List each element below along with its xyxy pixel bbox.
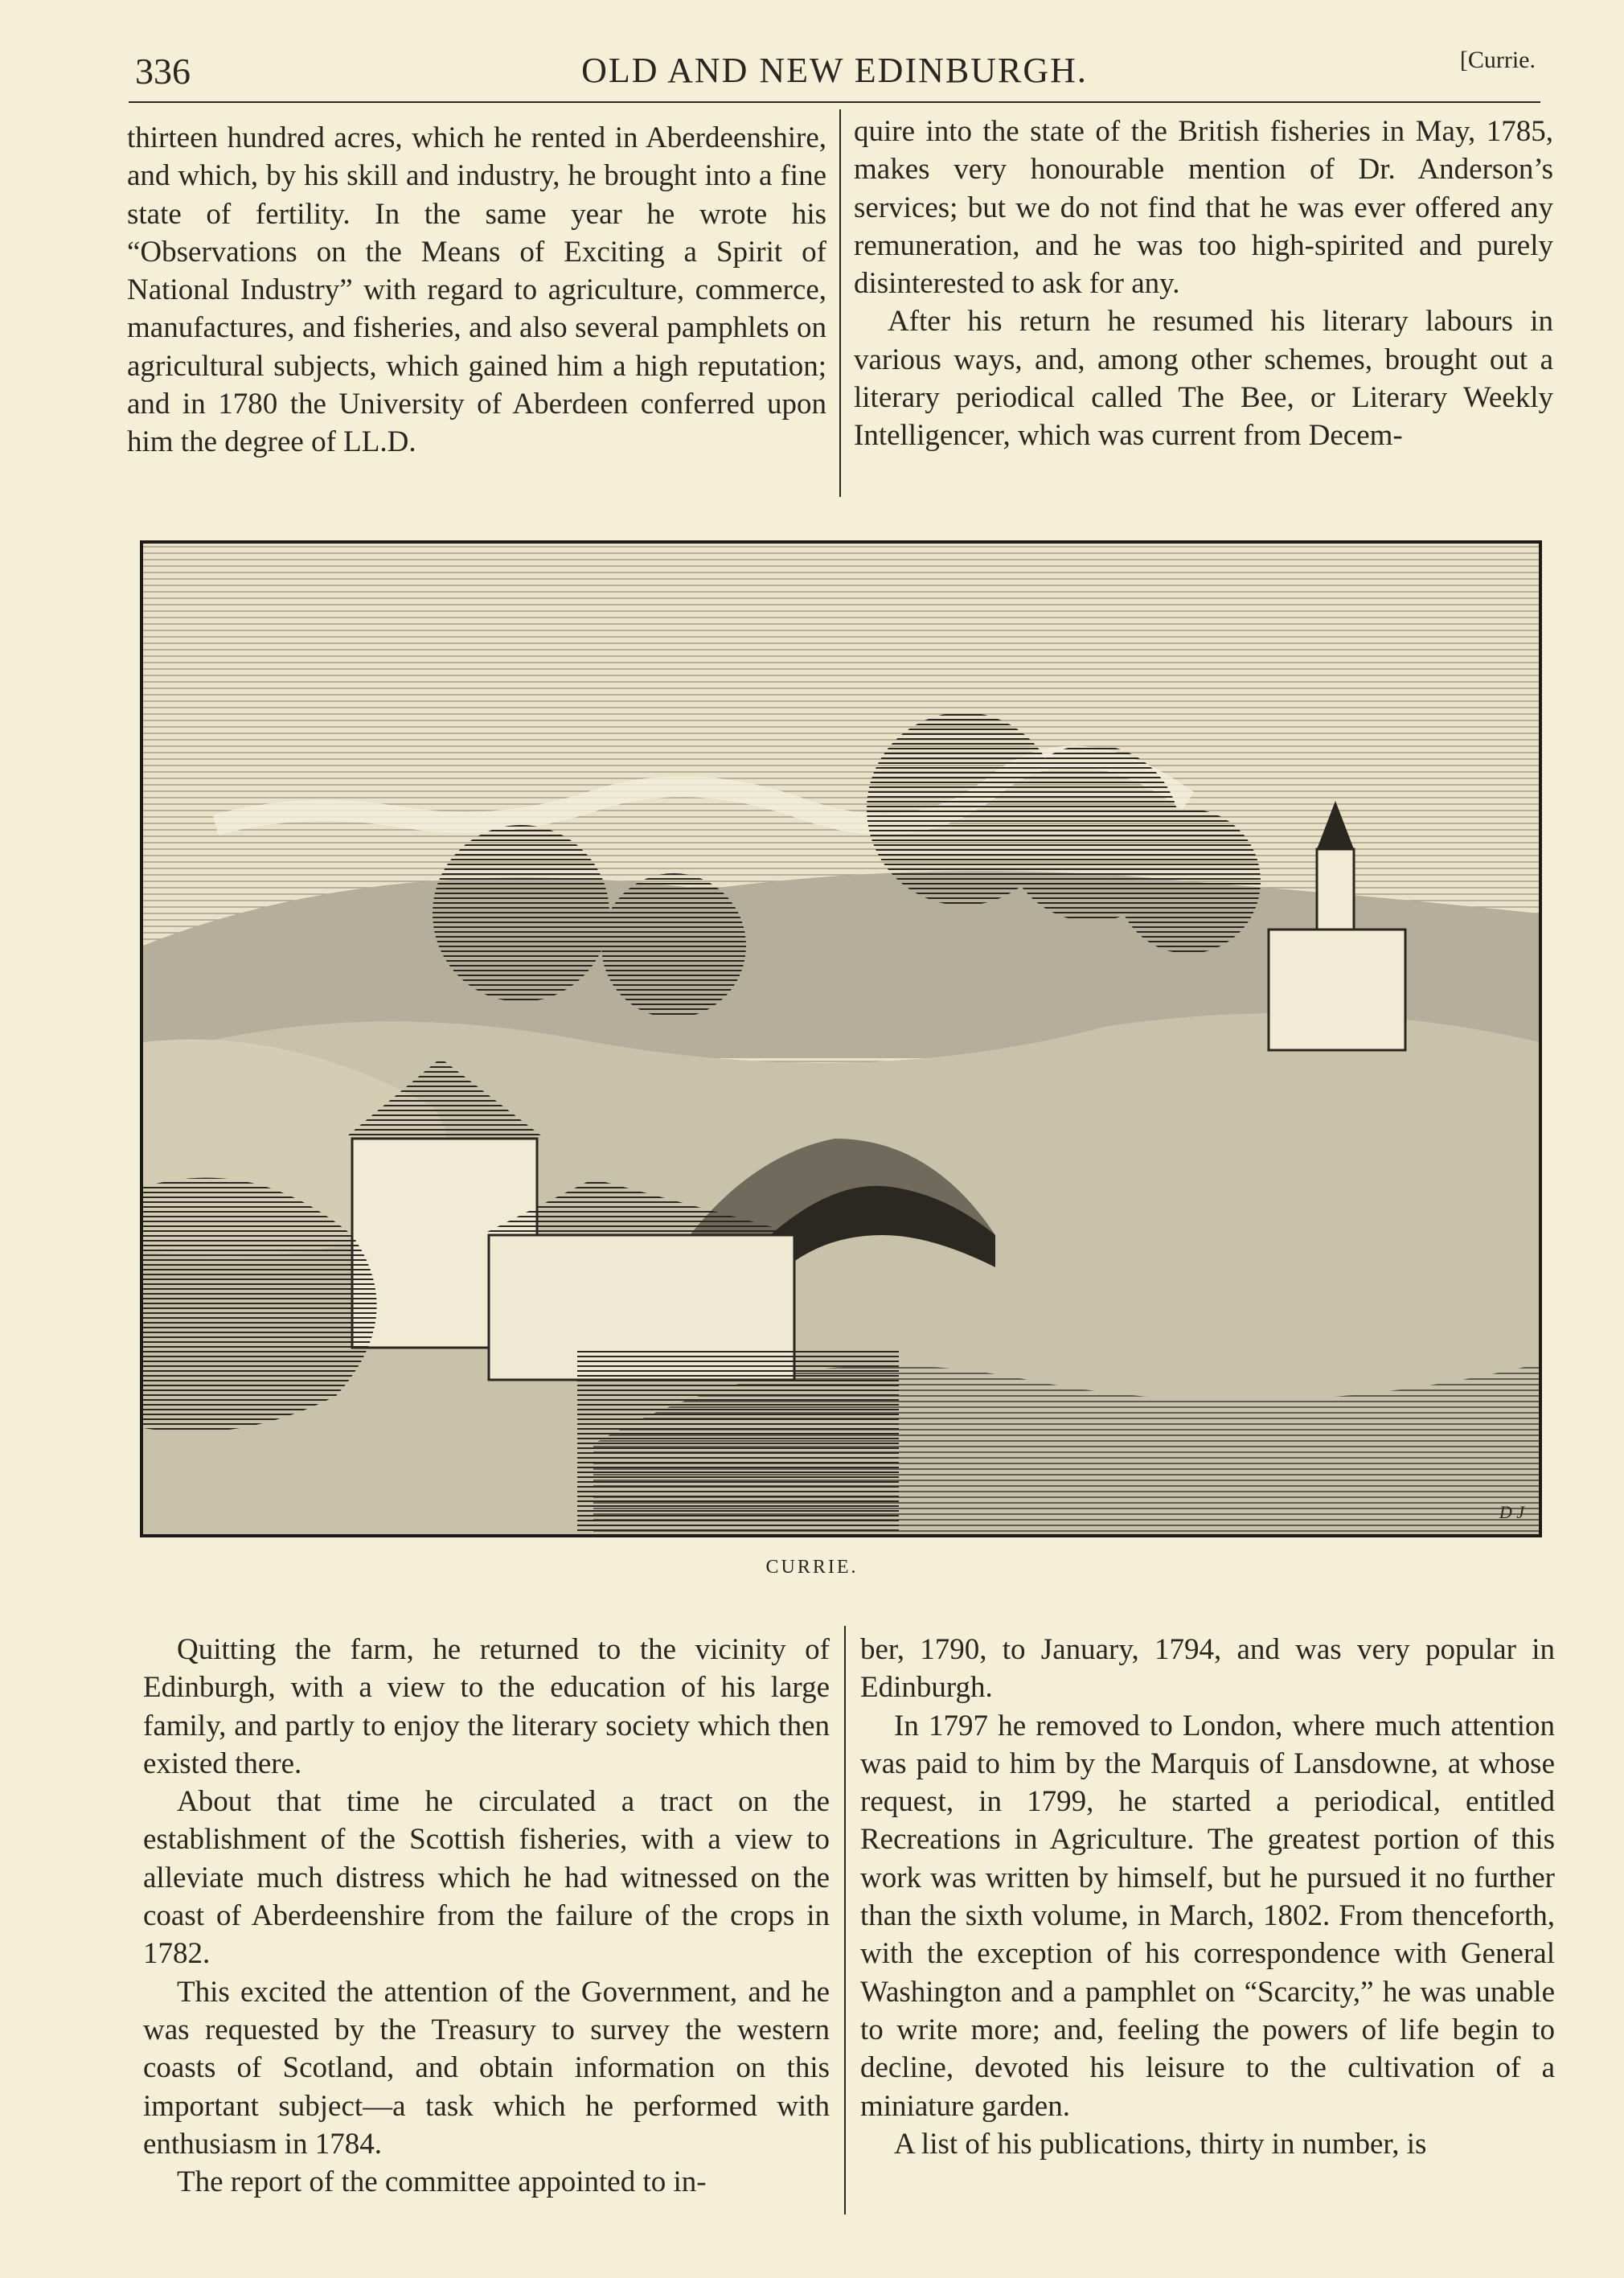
section-tag: [Currie.: [1459, 47, 1536, 73]
paragraph: Quitting the farm, he returned to the vicinity of Edinburgh, with a view to the education of his large family, and partly to enjoy the literary society which then existed there.: [143, 1633, 830, 1780]
paragraph: After his return he resumed his literary labours in various ways, and, among other schemes, brought out a literary periodical called The Bee, or Literary Weekly Intelligencer, which was current from Decem-: [854, 305, 1553, 453]
paragraph: thirteen hundred acres, which he rented in Aberdeenshire, and which, by his skill and industry, he brought into a fine state of fertility. In the same year he wrote his “Observations on the Means of Exciting a Spirit of National Industry” with regard to agriculture, commerce, manufactures, and fisheries, and also several pamphlets on agricultural subjects, which gained him a high reputation; and in 1780 the University of Aberdeen conferred upon him the degree of LL.D.: [127, 121, 826, 459]
engraving-illustration: [143, 544, 1539, 1534]
paragraph: This excited the attention of the Government, and he was requested by the Treasury to survey the western coasts of Scotland, and obtain information on this important subject—a task which he performed with enthusiasm in 1784.: [143, 1975, 830, 2161]
bottom-right-column: [860, 1631, 1555, 2163]
top-right-column: [854, 113, 1553, 455]
header-rule: [129, 101, 1540, 103]
page-number: 336: [135, 51, 191, 92]
column-divider: [839, 109, 841, 497]
bottom-left-column: [143, 1631, 830, 2201]
figure-caption: CURRIE.: [765, 1557, 859, 1578]
page-header: [129, 39, 1540, 103]
paragraph: A list of his publications, thirty in number, is: [894, 2127, 1427, 2161]
artist-signature: D J: [1499, 1502, 1524, 1522]
top-left-column: [127, 119, 826, 462]
running-title: OLD AND NEW EDINBURGH.: [581, 51, 1088, 90]
paragraph: The report of the committee appointed to in-: [177, 2165, 707, 2199]
column-divider: [844, 1626, 846, 2214]
paragraph: About that time he circulated a tract on the establishment of the Scottish fisheries, with a view to alleviate much distress which he had witnessed on the coast of Aberdeenshire from the failure of the crops in 1782.: [143, 1785, 830, 1971]
paragraph: In 1797 he removed to London, where much attention was paid to him by the Marquis of Lansdowne, at whose request, in 1799, he started a periodical, entitled Recreations in Agriculture. The greatest portion of this work was written by himself, but he pursued it no further than the sixth volume, in March, 1802. From thenceforth, with the exception of his correspondence with General Washington and a pamphlet on “Scarcity,” he was unable to write more; and, feeling the powers of life begin to decline, devoted his leisure to the cultivation of a miniature garden.: [860, 1709, 1555, 2123]
paragraph: quire into the state of the British fisheries in May, 1785, makes very honourable mention of Dr. Anderson’s services; but we do not find that he was ever offered any remuneration, and he was too high-spirited and purely disinterested to ask for any.: [854, 115, 1553, 301]
engraving-currie: [140, 540, 1542, 1537]
paragraph: ber, 1790, to January, 1794, and was very popular in Edinburgh.: [860, 1633, 1555, 1705]
